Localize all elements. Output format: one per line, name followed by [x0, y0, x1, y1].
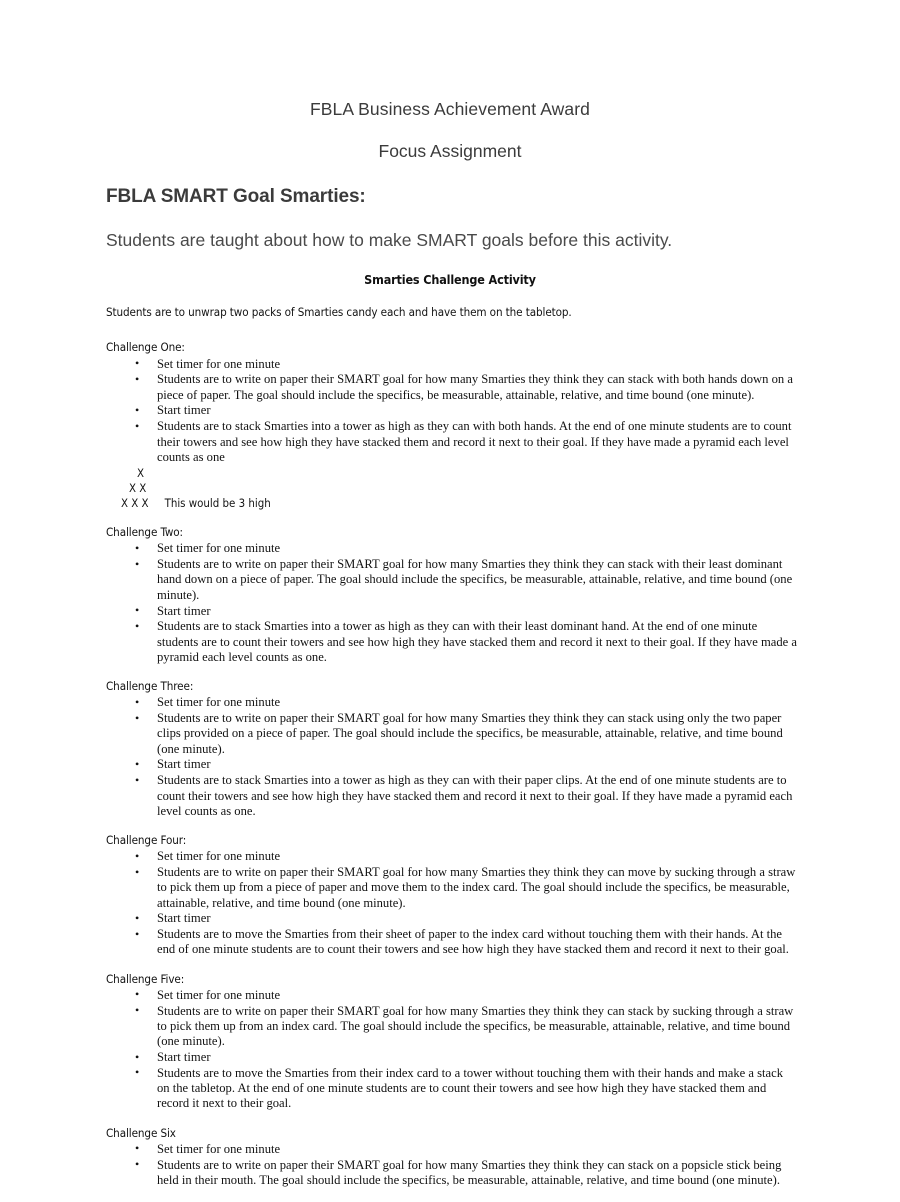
list-item: • Set timer for one minute	[106, 849, 798, 864]
list-item: • Start timer	[106, 1050, 798, 1065]
list-item: • Students are to write on paper their SMART goal for how many Smarties they think they can move by sucking through a straw to pick them up from a piece of paper and move them to the index card. The goal should include the specifics, be measurable, attainable, relative, and time bound (one minute).	[106, 865, 798, 911]
section-lead-text: Students are taught about how to make SMART goals before this activity.	[106, 230, 673, 250]
list-item: • Students are to stack Smarties into a tower as high as they can with their least dominant hand. At the end of one minute students are to count their towers and see how high they have stacked them and record it next to their goal. If they have made a pyramid each level counts as one.	[106, 619, 798, 665]
pyramid-row-3-wrapper	[121, 496, 798, 511]
pyramid-illustration	[106, 466, 798, 511]
document-content	[106, 305, 798, 1202]
list-item: • Set timer for one minute	[106, 357, 798, 372]
challenge-block	[106, 525, 798, 665]
challenge-block	[106, 340, 798, 511]
list-item: • Students are to write on paper their SMART goal for how many Smarties they think they can stack by sucking through a straw to pick them up from an index card. The goal should include the specifics, be measurable, attainable, relative, and time bound (one minute).	[106, 1004, 798, 1050]
list-item: • Students are to stack Smarties into a tower as high as they can with both hands. At the end of one minute students are to count their towers and see how high they have stacked them and record it next to their goal. If they have made a pyramid each level counts as one	[106, 419, 798, 465]
challenge-block	[106, 833, 798, 958]
challenge-title: Challenge One:	[106, 340, 185, 355]
challenge-title: Challenge Three:	[106, 679, 194, 694]
list-item: • Students are to write on paper their SMART goal for how many Smarties they think they can stack with both hands down on a piece of paper. The goal should include the specifics, be measurable, attainable, relative, and time bound (one minute).	[106, 372, 798, 403]
activity-heading: Smarties Challenge Activity	[364, 272, 536, 287]
list-item: • Set timer for one minute	[106, 695, 798, 710]
pyramid-row-1: X	[137, 466, 145, 481]
challenge-steps-list	[106, 988, 798, 1112]
document-subtitle: Focus Assignment	[378, 141, 522, 162]
challenge-steps-list	[106, 541, 798, 665]
document-title: FBLA Business Achievement Award	[309, 99, 590, 119]
list-item: • Students are to write on paper their SMART goal for how many Smarties they think they can stack on a popsicle stick being held in their mouth. The goal should include the specifics, be measurable, attainable, relative, and time bound (one minute).	[106, 1158, 798, 1189]
page-title: FBLA SMART Goal Smarties:	[106, 186, 366, 207]
challenge-block	[106, 1126, 798, 1188]
challenge-steps-list	[106, 695, 798, 819]
challenge-title: Challenge Six	[106, 1125, 176, 1140]
list-item: • Start timer	[106, 911, 798, 926]
challenge-block	[106, 972, 798, 1112]
challenge-steps-list	[106, 357, 798, 466]
pyramid-note: This would be 3 high	[164, 496, 271, 511]
list-item: • Set timer for one minute	[106, 1142, 798, 1157]
challenge-steps-list	[106, 849, 798, 958]
challenge-title: Challenge Two:	[106, 525, 183, 540]
list-item: • Start timer	[106, 757, 798, 772]
list-item: • Students are to stack Smarties into a tower as high as they can with their paper clips. At the end of one minute students are to count their towers and see how high they have stacked them and record it next to their goal. If they have made a pyramid each level counts as one.	[106, 773, 798, 819]
list-item: • Students are to move the Smarties from their index card to a tower without touching them with their hands and make a stack on the tabletop. At the end of one minute students are to count their towers and see how high they have stacked them and record it next to their goal.	[106, 1066, 798, 1112]
intro-paragraph: Students are to unwrap two packs of Smarties candy each and have them on the tabletop.	[106, 305, 572, 319]
pyramid-row-2: X X	[129, 481, 147, 496]
list-item: • Start timer	[106, 403, 798, 418]
challenge-title: Challenge Four:	[106, 833, 187, 848]
challenge-title: Challenge Five:	[106, 971, 185, 986]
challenge-list	[106, 340, 798, 1188]
list-item: • Set timer for one minute	[106, 988, 798, 1003]
list-item: • Students are to write on paper their SMART goal for how many Smarties they think they can stack with their least dominant hand down on a piece of paper. The goal should include the specifics, be measurable, attainable, relative, and time bound (one minute).	[106, 557, 798, 603]
list-item: • Students are to write on paper their SMART goal for how many Smarties they think they can stack using only the two paper clips provided on a piece of paper. The goal should include the specifics, be measurable, attainable, relative, and time bound (one minute).	[106, 711, 798, 757]
pyramid-row-3: X X X	[121, 496, 149, 511]
document-title-block	[0, 100, 900, 162]
list-item: • Students are to move the Smarties from their sheet of paper to the index card without touching them with their hands. At the end of one minute students are to count their towers and see how high they have stacked them and record it next to their goal.	[106, 927, 798, 958]
list-item: • Start timer	[106, 604, 798, 619]
challenge-block	[106, 679, 798, 819]
list-item: • Set timer for one minute	[106, 541, 798, 556]
